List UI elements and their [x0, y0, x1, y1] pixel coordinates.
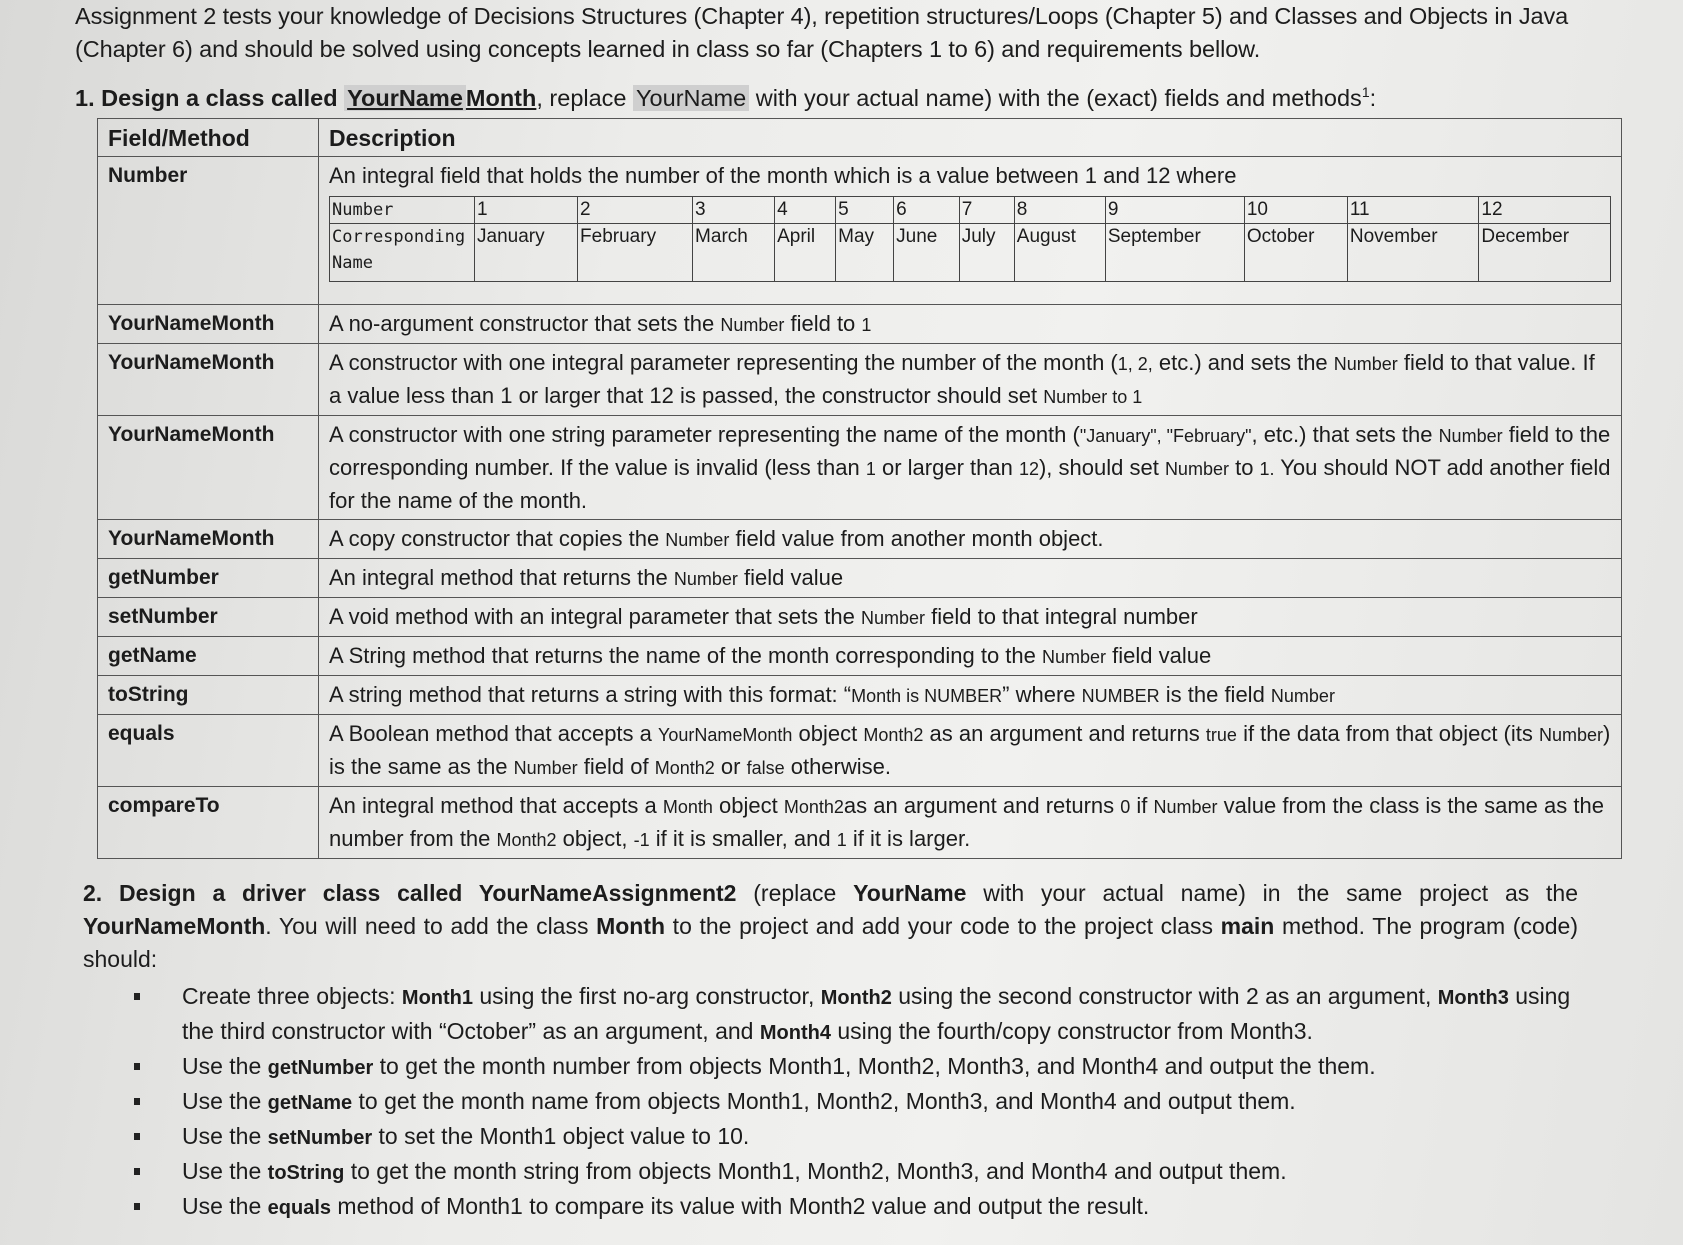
footnote-marker: 1 [1361, 84, 1370, 100]
list-item [130, 1050, 1590, 1085]
text-segment: field to the corresponding number. If the value is invalid (less than [329, 421, 1611, 480]
text-segment: A copy constructor that copies the [329, 525, 666, 551]
month-number: 4 [775, 196, 836, 223]
month-name: February [578, 223, 693, 281]
month-number: 8 [1014, 196, 1105, 223]
emphasized-text: 1. [1259, 458, 1275, 479]
text-segment: object [712, 792, 784, 818]
field-name: setNumber [98, 597, 319, 636]
fields-methods-table [97, 118, 1622, 859]
table-row [98, 415, 1622, 519]
text-segment: as an argument and returns [923, 720, 1206, 746]
emphasized-text: getNumber [267, 1056, 374, 1079]
field-description [319, 558, 1622, 597]
table-row [98, 558, 1622, 597]
emphasized-text: Month2 [496, 829, 557, 850]
class-name: main [1220, 912, 1275, 939]
text-segment: with your actual name) in the same project as the [966, 879, 1579, 906]
text-segment: object [792, 720, 864, 746]
field-name: toString [98, 675, 319, 714]
emphasized-text: Number [1538, 724, 1604, 745]
text-segment: An integral method that accepts a [329, 792, 663, 818]
field-description [319, 597, 1622, 636]
header-description: Description [319, 118, 1622, 156]
month-name: June [894, 223, 960, 281]
field-name: YourNameMonth [98, 343, 319, 415]
bullet-icon [134, 1063, 140, 1070]
text-segment: to [1228, 454, 1260, 480]
text-segment: field to [784, 310, 862, 336]
yourname-highlight: YourName [633, 85, 749, 111]
heading-suffix: with your actual name) with the (exact) fields and methods [749, 84, 1362, 111]
month-name: May [836, 223, 894, 281]
bullet-icon [134, 993, 140, 1000]
text-segment: A string method that returns a string with this format: “ [329, 681, 852, 707]
text-segment: field value [1106, 642, 1212, 668]
class-name-rest: Month [465, 84, 537, 111]
field-description [319, 156, 1622, 304]
heading-colon: : [1369, 84, 1377, 111]
text-segment: Use the [182, 1192, 268, 1219]
emphasized-text: false [746, 757, 785, 778]
month-number: 7 [959, 196, 1014, 223]
text-segment: otherwise. [784, 753, 891, 779]
text-segment: Use the [182, 1122, 268, 1149]
bullet-icon [134, 1203, 140, 1210]
emphasized-text: getName [267, 1091, 353, 1114]
emphasized-text: Month2 [654, 757, 715, 778]
emphasized-text: Month [662, 796, 713, 817]
text-segment: as an argument and returns [843, 792, 1121, 818]
text-segment: method. The program (code) should: [83, 912, 1578, 972]
emphasized-text: setNumber [267, 1126, 373, 1149]
class-name: Month [596, 912, 666, 939]
emphasized-text: 1, 2, [1117, 353, 1153, 374]
intro-paragraph: Assignment 2 tests your knowledge of Decisions Structures (Chapter 4), repetition structures/Loops (Chapter 5) and Classes and Objects in Java (Chapter 6) and should be solved using concepts learned in class so far (Chapters 1 to 6) and requirements bellow. [75, 3, 1569, 62]
text-segment: A Boolean method that accepts a [329, 720, 659, 746]
emphasized-text: Number [673, 568, 738, 589]
emphasized-text: Month4 [759, 1021, 831, 1044]
emphasized-text: Month2 [783, 796, 844, 817]
class-name-highlight: YourName [344, 85, 466, 111]
text-segment: using the third constructor with “October” as an argument, and [182, 982, 1571, 1044]
month-name: August [1014, 223, 1105, 281]
field-name: Number [98, 156, 319, 304]
table-row-number [98, 156, 1622, 304]
emphasized-text: "January", "February" [1079, 425, 1252, 446]
emphasized-text: 1 [865, 458, 876, 479]
table-row [98, 304, 1622, 343]
text-segment: A constructor with one string parameter representing the name of the month ( [329, 421, 1080, 447]
month-number: 6 [894, 196, 960, 223]
table-row [98, 675, 1622, 714]
month-number: 10 [1244, 196, 1347, 223]
table-row [98, 636, 1622, 675]
requirements-list [130, 980, 1590, 1225]
text-segment: Create three objects: [182, 982, 402, 1009]
field-name: YourNameMonth [98, 415, 319, 519]
emphasized-text: Number [1333, 353, 1398, 374]
field-description [319, 675, 1622, 714]
text-segment: using the first no-arg constructor, [473, 982, 821, 1009]
text-segment: to get the month string from objects Month1, Month2, Month3, and Month4 and output them. [344, 1157, 1287, 1184]
month-number: 11 [1347, 196, 1479, 223]
month-number: 12 [1479, 196, 1611, 223]
month-number: 1 [475, 196, 578, 223]
emphasized-text: 1 [836, 829, 847, 850]
month-name: December [1479, 223, 1611, 281]
section-2-paragraph [83, 877, 1578, 976]
table-header-row [98, 118, 1622, 156]
table-row [98, 714, 1622, 786]
emphasized-text: true [1205, 724, 1237, 745]
months-name-row [330, 223, 1611, 281]
field-description [319, 786, 1622, 858]
emphasized-text: Month2 [863, 724, 924, 745]
emphasized-text: -1 [633, 829, 650, 850]
emphasized-text: Number [720, 314, 785, 335]
table-row [98, 343, 1622, 415]
emphasized-text: Month is NUMBER [851, 685, 1003, 706]
emphasized-text: 1 [861, 314, 872, 335]
text-segment: A void method with an integral parameter that sets the [329, 603, 861, 629]
emphasized-text: Month2 [820, 986, 892, 1009]
header-field-method: Field/Method [98, 118, 319, 156]
month-name: July [959, 223, 1014, 281]
months-number-row [330, 196, 1611, 223]
text-segment: field to that value. If a value less than 1 or larger that 12 is passed, the constructor should set [329, 349, 1595, 408]
field-description [319, 714, 1622, 786]
section-1-heading [75, 76, 1643, 114]
text-segment: or [714, 753, 747, 779]
table-row [98, 597, 1622, 636]
field-name: getName [98, 636, 319, 675]
text-segment: to get the month name from objects Month1, Month2, Month3, and Month4 and output them. [352, 1087, 1296, 1114]
text-segment: An integral method that returns the [329, 564, 674, 590]
text-segment: , etc.) that sets the [1251, 421, 1439, 447]
emphasized-text: equals [267, 1196, 332, 1219]
month-number: 5 [836, 196, 894, 223]
class-name: YourNameAssignment2 [478, 879, 737, 906]
text-segment: to the project and add your code to the project class [665, 912, 1221, 939]
text-segment: method of Month1 to compare its value with Month2 value and output the result. [331, 1192, 1150, 1219]
text-segment: to get the month number from objects Month1, Month2, Month3, and Month4 and output the them. [373, 1052, 1376, 1079]
class-name: YourName [853, 879, 967, 906]
text-segment: (replace [736, 879, 854, 906]
text-segment: Use the [182, 1087, 268, 1114]
bullet-icon [134, 1133, 140, 1140]
text-segment: is the field [1159, 681, 1271, 707]
months-number-label: Number [330, 196, 475, 223]
text-segment: A String method that returns the name of the month corresponding to the [329, 642, 1042, 668]
field-description [319, 415, 1622, 519]
month-name: January [475, 223, 578, 281]
emphasized-text: Number [1041, 646, 1107, 667]
bullet-icon [134, 1168, 140, 1175]
bullet-icon [134, 1098, 140, 1105]
field-description [319, 519, 1622, 558]
text-segment: You should NOT add another field for the name of the month. [329, 454, 1611, 513]
list-item [130, 980, 1590, 1050]
text-segment: if [1130, 792, 1154, 818]
text-segment: ” where [1002, 681, 1082, 707]
emphasized-text: Number to 1 [1043, 386, 1143, 407]
text-segment: field value [737, 564, 844, 590]
text-segment: value from the class is the same as the number from the [329, 792, 1604, 851]
emphasized-text: 12 [1018, 458, 1039, 479]
text-segment: using the second constructor with 2 as an argument, [891, 982, 1438, 1009]
text-segment: field of [577, 753, 655, 779]
number-description: An integral field that holds the number of the month which is a value between 1 and 12 where [329, 162, 1237, 188]
emphasized-text: Number [1438, 425, 1503, 446]
emphasized-text: Number [665, 529, 730, 550]
field-description [319, 304, 1622, 343]
emphasized-text: Number [1270, 685, 1335, 706]
field-name: equals [98, 714, 319, 786]
text-segment: etc.) and sets the [1152, 349, 1334, 375]
emphasized-text: Number [513, 757, 578, 778]
list-item [130, 1120, 1590, 1155]
emphasized-text: Number [1153, 796, 1218, 817]
text-segment: A no-argument constructor that sets the [329, 310, 721, 336]
text-segment: A constructor with one integral parameter representing the number of the month ( [329, 349, 1118, 375]
text-segment: Use the [182, 1052, 268, 1079]
text-segment: field to that integral number [925, 603, 1198, 629]
emphasized-text: 0 [1120, 796, 1131, 817]
field-description [319, 636, 1622, 675]
month-name: March [693, 223, 775, 281]
emphasized-text: NUMBER [1081, 685, 1160, 706]
text-segment: . You will need to add the class [265, 912, 597, 939]
text-segment: field value from another month object. [729, 525, 1104, 551]
text-segment: object, [556, 825, 634, 851]
text-segment: using the fourth/copy constructor from Month3. [830, 1017, 1313, 1044]
emphasized-text: Number [860, 607, 925, 628]
text-segment: 2. Design a driver class called [83, 879, 479, 906]
month-number: 3 [693, 196, 775, 223]
emphasized-text: Month3 [1437, 986, 1509, 1009]
month-number: 2 [578, 196, 693, 223]
class-name [344, 85, 536, 111]
emphasized-text: YourNameMonth [658, 724, 793, 745]
emphasized-text: Month1 [401, 986, 473, 1009]
month-number: 9 [1105, 196, 1244, 223]
list-item [130, 1155, 1590, 1190]
list-item [130, 1190, 1590, 1225]
month-name: September [1105, 223, 1244, 281]
text-segment: Use the [182, 1157, 268, 1184]
emphasized-text: Number [1164, 458, 1229, 479]
table-row [98, 519, 1622, 558]
text-segment: if it is smaller, and [649, 825, 837, 851]
text-segment: or larger than [875, 454, 1019, 480]
months-table [329, 196, 1611, 282]
heading-middle: , replace [536, 84, 634, 111]
class-name: YourNameMonth [83, 912, 266, 939]
text-segment: ), should set [1038, 454, 1165, 480]
field-name: YourNameMonth [98, 519, 319, 558]
field-description [319, 343, 1622, 415]
list-item [130, 1085, 1590, 1120]
text-segment: to set the Month1 object value to 10. [372, 1122, 750, 1149]
field-name: getNumber [98, 558, 319, 597]
text-segment: if the data from that object (its [1236, 720, 1539, 746]
text-segment: ) is the same as the [329, 720, 1611, 779]
month-name: November [1347, 223, 1479, 281]
month-name: October [1244, 223, 1347, 281]
text-segment: if it is larger. [846, 825, 971, 851]
field-name: YourNameMonth [98, 304, 319, 343]
emphasized-text: toString [267, 1161, 345, 1184]
heading-prefix: 1. Design a class called [75, 84, 345, 111]
month-name: April [775, 223, 836, 281]
table-row [98, 786, 1622, 858]
field-name: compareTo [98, 786, 319, 858]
months-name-label: Corresponding Name [330, 223, 475, 281]
